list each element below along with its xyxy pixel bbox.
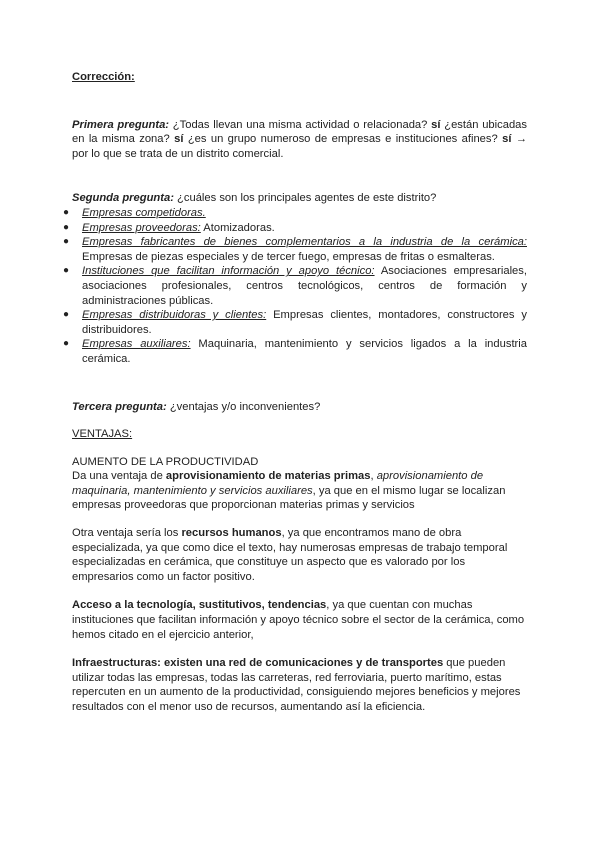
aumento-paragraph: Da una ventaja de aprovisionamiento de materias primas, aprovisionamiento de maquinaria, mantenimiento y servicios auxiliares, ya que en el mismo lugar se localizan empresas proveedoras que proporcionan materias primas y servicios [72, 470, 506, 512]
list-item: ● Empresas auxiliares: Maquinaria, mantenimiento y servicios ligados a la industria cerámica. [63, 338, 527, 365]
list-item: ● Empresas competidoras. [63, 206, 206, 219]
recursos-paragraph: Otra ventaja sería los recursos humanos, ya que encontramos mano de obra especializada, ya que como dice el texto, hay numerosas empresas de trabajo temporal especializadas en cerámica, que constituye un aspecto que es valorado por los empresarios como un factor positivo. [72, 527, 508, 583]
question-1: Primera pregunta: ¿Todas llevan una misma actividad o relacionada? sí ¿están ubicadas en la misma zona? sí ¿es un grupo numeroso de empresas e instituciones afines? sí → por lo que se trata de un distrito comercial. [72, 118, 527, 160]
question-3: Tercera pregunta: ¿ventajas y/o inconvenientes? [72, 400, 321, 413]
bullet-icon: ● [63, 309, 70, 321]
bullet-icon: ● [63, 236, 70, 248]
list-item: ● Instituciones que facilitan información y apoyo técnico: Asociaciones empresariales, asociaciones profesionales, centros tecnológicos, centros de formación y administraciones públicas. [63, 265, 527, 307]
document-body [63, 70, 527, 715]
bullet-icon: ● [63, 338, 70, 350]
ventajas-heading: VENTAJAS: [72, 428, 133, 441]
list-item: ● Empresas fabricantes de bienes complementarios a la industria de la cerámica: Empresas de piezas especiales y de tercer fuego, empresas de fritas o esmalteras. [63, 236, 527, 263]
list-item: ● Empresas distribuidoras y clientes: Empresas clientes, montadores, constructores y distribuidores. [63, 309, 527, 336]
agents-list [63, 206, 527, 367]
aumento-title: AUMENTO DE LA PRODUCTIVIDAD [72, 455, 259, 468]
bullet-icon: ● [63, 206, 70, 218]
question-2: Segunda pregunta: ¿cuáles son los principales agentes de este distrito? [72, 192, 437, 205]
list-item: ● Empresas proveedoras: Atomizadoras. [63, 221, 275, 234]
infraestructuras-paragraph: Infraestructuras: existen una red de comunicaciones y de transportes que pueden utilizar todas las empresas, todas las carreteras, red ferroviaria, puerto marítimo, estas repercuten en un aumento de la productividad, consiguiendo mejores beneficios y mejores resultados con el menor uso de recursos, aumentando así la eficiencia. [72, 657, 521, 713]
bullet-icon: ● [63, 221, 70, 233]
correction-heading: Corrección: [72, 71, 135, 83]
bullet-icon: ● [63, 265, 70, 277]
acceso-paragraph: Acceso a la tecnología, sustitutivos, tendencias, ya que cuentan con muchas instituciones que facilitan información y apoyo técnico sobre el sector de la cerámica, como hemos citado en el ejercicio anterior, [72, 599, 525, 641]
